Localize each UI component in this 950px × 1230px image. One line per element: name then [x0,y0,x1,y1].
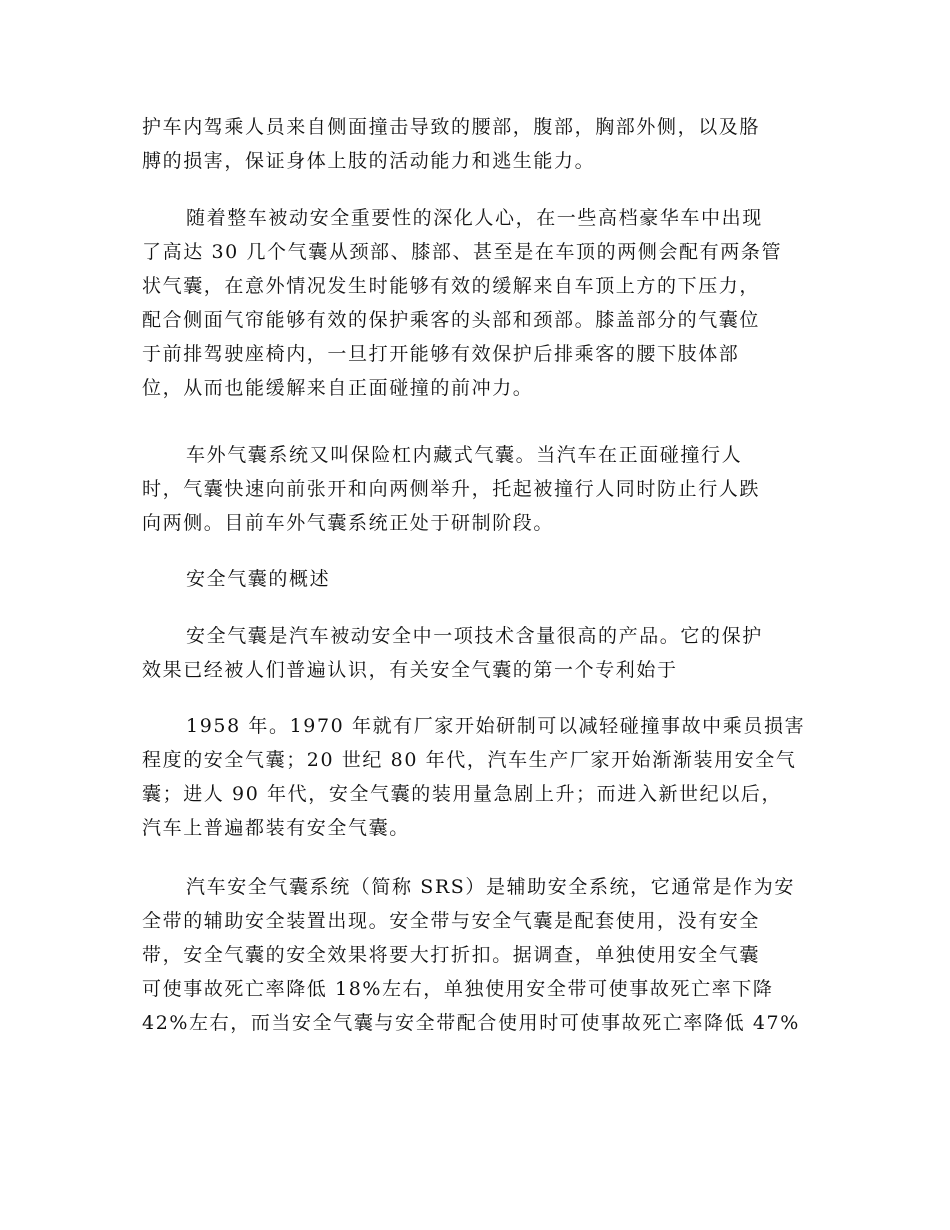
text-line: 膊的损害，保证身体上肢的活动能力和逃生能力。 [142,150,596,172]
paragraph-2 [142,201,822,405]
text-line: 了高达 30 几个气囊从颈部、膝部、甚至是在车顶的两侧会配有两条管 [142,241,783,263]
text-line: 配合侧面气帘能够有效的保护乘客的头部和颈部。膝盖部分的气囊位 [142,309,761,331]
text-line: 于前排驾驶座椅内，一旦打开能够有效保护后排乘客的腰下肢体部 [142,343,740,365]
text-line: 囊；进人 90 年代，安全气囊的装用量急剧上升；而进入新世纪以后， [142,783,783,805]
text-line: 护车内驾乘人员来自侧面撞击导致的腰部，腹部，胸部外侧，以及胳 [142,116,761,138]
section-heading [142,562,822,596]
text-line: 1958 年。1970 年就有厂家开始研制可以减轻碰撞事故中乘员损害 [186,715,806,737]
paragraph-5 [142,709,822,845]
text-line: 全带的辅助安全装置出现。安全带与安全气囊是配套使用，没有安全 [142,910,761,932]
paragraph-4 [142,619,822,687]
text-line: 向两侧。目前车外气囊系统正处于研制阶段。 [142,512,555,534]
text-line: 42%左右，而当安全气囊与安全带配合使用时可使事故死亡率降低 47% [142,1012,800,1034]
text-line: 安全气囊是汽车被动安全中一项技术含量很高的产品。它的保护 [186,625,763,647]
text-line: 程度的安全气囊；20 世纪 80 年代，汽车生产厂家开始渐渐装用安全气 [142,749,797,771]
text-line: 时，气囊快速向前张开和向两侧举升，托起被撞行人同时防止行人跌 [142,478,761,500]
text-line: 位，从而也能缓解来自正面碰撞的前冲力。 [142,377,534,399]
text-line: 汽车安全气囊系统（简称 SRS）是辅助安全系统，它通常是作为安 [186,876,795,898]
paragraph-1 [142,110,822,178]
paragraph-3 [142,438,822,540]
text-line: 效果已经被人们普遍认识，有关安全气囊的第一个专利始于 [142,659,678,681]
paragraph-6 [142,870,822,1040]
text-line: 车外气囊系统又叫保险杠内藏式气囊。当汽车在正面碰撞行人 [186,444,743,466]
text-line: 状气囊，在意外情况发生时能够有效的缓解来自车顶上方的下压力， [142,275,761,297]
text-line: 带，安全气囊的安全效果将要大打折扣。据调查，单独使用安全气囊 [142,944,761,966]
text-line: 可使事故死亡率降低 18%左右，单独使用安全带可使事故死亡率下降 [142,978,774,1000]
heading-line: 安全气囊的概述 [186,568,331,590]
text-line: 汽车上普遍都装有安全气囊。 [142,817,410,839]
text-line: 随着整车被动安全重要性的深化人心，在一些高档豪华车中出现 [186,207,763,229]
